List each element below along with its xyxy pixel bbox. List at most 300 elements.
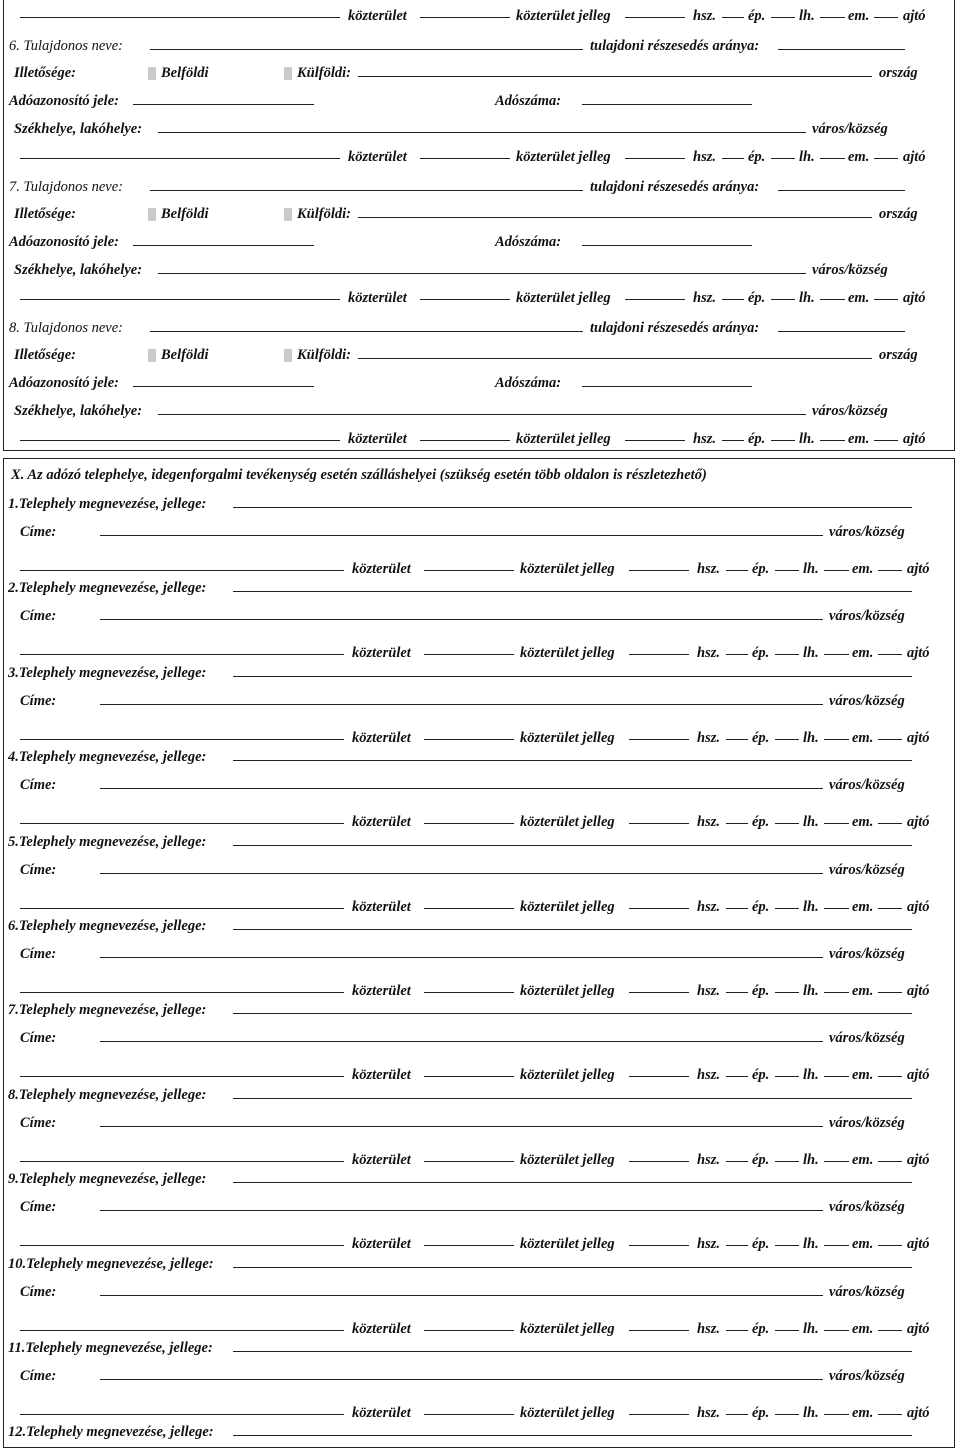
street-type-field[interactable]	[629, 654, 689, 655]
street-type-field[interactable]	[629, 570, 689, 571]
site-city-field[interactable]	[100, 619, 823, 620]
street-type-field[interactable]	[629, 1245, 689, 1246]
floor-field[interactable]	[878, 1076, 902, 1077]
label-ep: ép.	[752, 1151, 770, 1168]
label-lh: lh.	[803, 814, 819, 831]
floor-field[interactable]	[878, 570, 902, 571]
floor-field[interactable]	[874, 158, 898, 159]
stairway-field[interactable]	[820, 17, 845, 18]
house-number-field[interactable]	[726, 992, 748, 993]
street-field[interactable]	[424, 570, 514, 571]
label-ajto: ajtó	[907, 561, 930, 577]
label-kozterulet: közterület	[352, 1236, 411, 1253]
label-em: em.	[852, 1236, 874, 1253]
label-ep: ép.	[752, 898, 770, 915]
label-varos-kozseg: város/község	[812, 262, 888, 278]
city-field[interactable]	[158, 132, 806, 133]
building-field[interactable]	[775, 654, 799, 655]
house-number-field[interactable]	[726, 1330, 748, 1331]
label-lh: lh.	[803, 1151, 819, 1168]
site-name-label: 9.Telephely megnevezése, jellege:	[8, 1171, 207, 1188]
label-em: em.	[852, 1405, 874, 1421]
street-name-field[interactable]	[20, 1414, 344, 1415]
site-city-field[interactable]	[100, 873, 823, 874]
address-label: Címe:	[20, 1368, 57, 1384]
label-varos-kozseg: város/község	[829, 524, 905, 540]
street-type-field[interactable]	[629, 1161, 689, 1162]
label-orszag: ország	[879, 65, 918, 81]
label-kozterulet-jelleg: közterület jelleg	[520, 645, 615, 662]
site-name-label: 1.Telephely megnevezése, jellege:	[8, 496, 207, 512]
label-ajto: ajtó	[903, 149, 926, 165]
owner-name-field[interactable]	[150, 190, 583, 191]
label-hsz: hsz.	[693, 8, 716, 24]
label-ajto: ajtó	[903, 290, 926, 306]
label-em: em.	[852, 898, 874, 915]
house-number-field[interactable]	[726, 908, 748, 909]
residency-label: Illetősége:	[14, 65, 77, 81]
stairway-field[interactable]	[824, 1245, 849, 1246]
label-ep: ép.	[752, 1405, 770, 1421]
label-ep: ép.	[748, 431, 766, 447]
floor-field[interactable]	[878, 1414, 902, 1415]
building-field[interactable]	[771, 440, 795, 441]
stairway-field[interactable]	[824, 739, 849, 740]
residency-label: Illetősége:	[14, 347, 77, 363]
label-kozterulet-jelleg: közterület jelleg	[520, 561, 615, 577]
label-ep: ép.	[752, 1067, 770, 1084]
building-field[interactable]	[775, 570, 799, 571]
label-ajto: ajtó	[907, 898, 930, 915]
house-number-field[interactable]	[726, 1161, 748, 1162]
floor-field[interactable]	[874, 17, 898, 18]
label-kozterulet-jelleg: közterület jelleg	[520, 814, 615, 831]
label-lh: lh.	[799, 290, 815, 306]
site-city-field[interactable]	[100, 1210, 823, 1211]
building-field[interactable]	[775, 1330, 799, 1331]
site-name-field[interactable]	[233, 760, 912, 761]
street-type-field[interactable]	[629, 1414, 689, 1415]
checkbox-belfoldi[interactable]	[148, 208, 156, 221]
country-field[interactable]	[358, 76, 872, 77]
label-varos-kozseg: város/község	[829, 777, 905, 794]
label-hsz: hsz.	[697, 814, 720, 831]
building-field[interactable]	[771, 299, 795, 300]
label-kozterulet: közterület	[348, 8, 407, 24]
label-kozterulet: közterület	[352, 561, 411, 577]
site-city-field[interactable]	[100, 788, 823, 789]
street-type-field[interactable]	[625, 158, 685, 159]
label-varos-kozseg: város/község	[812, 121, 888, 137]
site-name-label: 2.Telephely megnevezése, jellege:	[8, 580, 207, 597]
label-lh: lh.	[803, 983, 819, 999]
street-field[interactable]	[424, 992, 514, 993]
street-field[interactable]	[424, 823, 514, 824]
building-field[interactable]	[775, 739, 799, 740]
stairway-field[interactable]	[824, 908, 849, 909]
site-name-field[interactable]	[233, 1351, 912, 1352]
checkbox-kulfoldi[interactable]	[284, 349, 292, 362]
label-kozterulet-jelleg: közterület jelleg	[516, 431, 611, 447]
country-field[interactable]	[358, 358, 872, 359]
street-field[interactable]	[420, 440, 510, 441]
label-ajto: ajtó	[907, 729, 930, 746]
street-type-field[interactable]	[629, 992, 689, 993]
street-field[interactable]	[420, 17, 510, 18]
label-kozterulet-jelleg: közterület jelleg	[520, 1067, 615, 1084]
label-hsz: hsz.	[697, 1320, 720, 1337]
street-type-field[interactable]	[629, 823, 689, 824]
label-kulfoldi: Külföldi:	[297, 65, 351, 81]
label-kozterulet: közterület	[348, 290, 407, 306]
street-name-field[interactable]	[20, 1161, 344, 1162]
floor-field[interactable]	[878, 1330, 902, 1331]
label-kozterulet-jelleg: közterület jelleg	[520, 1236, 615, 1253]
site-name-field[interactable]	[233, 507, 912, 508]
stairway-field[interactable]	[820, 299, 845, 300]
section-x-title: X. Az adózó telephelye, idegenforgalmi tevékenység esetén szálláshelyei (szükség esetén több oldalon is részletezhető)	[11, 467, 707, 483]
stairway-field[interactable]	[824, 823, 849, 824]
label-kozterulet: közterület	[348, 149, 407, 165]
country-field[interactable]	[358, 217, 872, 218]
label-kozterulet-jelleg: közterület jelleg	[520, 1151, 615, 1168]
site-name-field[interactable]	[233, 845, 912, 846]
label-hsz: hsz.	[697, 645, 720, 662]
ownership-share-field[interactable]	[778, 190, 905, 191]
label-ajto: ajtó	[903, 431, 926, 447]
label-ajto: ajtó	[907, 1151, 930, 1168]
label-varos-kozseg: város/község	[829, 1030, 905, 1047]
address-label: Címe:	[20, 608, 57, 625]
tax-number-label: Adószáma:	[495, 375, 562, 391]
label-hsz: hsz.	[697, 729, 720, 746]
label-ep: ép.	[752, 561, 770, 577]
label-ep: ép.	[752, 1320, 770, 1337]
street-field[interactable]	[420, 299, 510, 300]
street-name-field[interactable]	[20, 908, 344, 909]
site-city-field[interactable]	[100, 1041, 823, 1042]
house-number-field[interactable]	[726, 1414, 748, 1415]
street-name-field[interactable]	[20, 158, 340, 159]
ownership-share-label: tulajdoni részesedés aránya:	[590, 38, 760, 54]
label-kozterulet-jelleg: közterület jelleg	[520, 729, 615, 746]
site-name-label: 6.Telephely megnevezése, jellege:	[8, 918, 207, 934]
label-ep: ép.	[752, 814, 770, 831]
checkbox-kulfoldi[interactable]	[284, 67, 292, 80]
tax-id-field[interactable]	[133, 245, 314, 246]
owner-name-field[interactable]	[150, 49, 583, 50]
tax-number-label: Adószáma:	[495, 93, 562, 109]
site-city-field[interactable]	[100, 704, 823, 705]
stairway-field[interactable]	[824, 570, 849, 571]
label-lh: lh.	[799, 149, 815, 165]
checkbox-belfoldi[interactable]	[148, 349, 156, 362]
label-belfoldi: Belföldi	[161, 347, 209, 363]
label-kozterulet: közterület	[348, 431, 407, 447]
label-kozterulet: közterület	[352, 645, 411, 662]
site-name-label: 11.Telephely megnevezése, jellege:	[8, 1340, 213, 1356]
label-kozterulet-jelleg: közterület jelleg	[520, 983, 615, 999]
street-field[interactable]	[424, 1161, 514, 1162]
label-em: em.	[852, 814, 874, 831]
street-name-field[interactable]	[20, 299, 340, 300]
building-field[interactable]	[775, 1076, 799, 1077]
address-label: Címe:	[20, 861, 57, 878]
house-number-field[interactable]	[726, 823, 748, 824]
street-type-field[interactable]	[625, 440, 685, 441]
label-lh: lh.	[803, 729, 819, 746]
site-city-field[interactable]	[100, 1295, 823, 1296]
label-kozterulet-jelleg: közterület jelleg	[520, 1320, 615, 1337]
label-varos-kozseg: város/község	[829, 1114, 905, 1131]
street-field[interactable]	[420, 158, 510, 159]
tax-id-field[interactable]	[133, 104, 314, 105]
site-name-field[interactable]	[233, 1098, 912, 1099]
tax-id-label: Adóazonosító jele:	[9, 375, 119, 391]
site-name-label: 7.Telephely megnevezése, jellege:	[8, 1002, 207, 1019]
label-ajto: ajtó	[903, 8, 926, 24]
street-name-field[interactable]	[20, 739, 344, 740]
site-name-field[interactable]	[233, 929, 912, 930]
building-field[interactable]	[775, 1245, 799, 1246]
label-lh: lh.	[803, 898, 819, 915]
tax-number-field[interactable]	[582, 104, 752, 105]
ownership-share-label: tulajdoni részesedés aránya:	[590, 179, 760, 195]
label-lh: lh.	[803, 1320, 819, 1337]
label-orszag: ország	[879, 347, 918, 363]
stairway-field[interactable]	[820, 440, 845, 441]
label-em: em.	[852, 645, 874, 662]
label-hsz: hsz.	[697, 1151, 720, 1168]
address-label: Címe:	[20, 777, 57, 794]
house-number-field[interactable]	[722, 17, 744, 18]
house-number-field[interactable]	[722, 158, 744, 159]
floor-field[interactable]	[878, 908, 902, 909]
street-field[interactable]	[424, 1076, 514, 1077]
street-type-field[interactable]	[625, 17, 685, 18]
label-kozterulet-jelleg: közterület jelleg	[516, 290, 611, 306]
site-city-field[interactable]	[100, 1379, 823, 1380]
site-name-field[interactable]	[233, 1435, 912, 1436]
street-type-field[interactable]	[629, 1330, 689, 1331]
floor-field[interactable]	[874, 299, 898, 300]
label-hsz: hsz.	[697, 898, 720, 915]
label-em: em.	[848, 431, 870, 447]
address-label: Címe:	[20, 524, 57, 540]
site-city-field[interactable]	[100, 535, 823, 536]
checkbox-kulfoldi[interactable]	[284, 208, 292, 221]
ownership-share-label: tulajdoni részesedés aránya:	[590, 320, 760, 336]
label-kozterulet: közterület	[352, 898, 411, 915]
house-number-field[interactable]	[726, 1076, 748, 1077]
label-ep: ép.	[752, 983, 770, 999]
label-varos-kozseg: város/község	[829, 608, 905, 625]
label-ep: ép.	[752, 645, 770, 662]
street-name-field[interactable]	[20, 992, 344, 993]
stairway-field[interactable]	[824, 1414, 849, 1415]
label-em: em.	[848, 8, 870, 24]
label-varos-kozseg: város/község	[829, 692, 905, 709]
label-varos-kozseg: város/község	[829, 861, 905, 878]
label-kulfoldi: Külföldi:	[297, 347, 351, 363]
checkbox-belfoldi[interactable]	[148, 67, 156, 80]
label-ep: ép.	[748, 290, 766, 306]
stairway-field[interactable]	[824, 992, 849, 993]
house-number-field[interactable]	[726, 739, 748, 740]
stairway-field[interactable]	[820, 158, 845, 159]
address-label: Címe:	[20, 1283, 57, 1300]
label-ajto: ajtó	[907, 1320, 930, 1337]
site-city-field[interactable]	[100, 957, 823, 958]
site-name-label: 12.Telephely megnevezése, jellege:	[8, 1424, 214, 1441]
label-varos-kozseg: város/község	[829, 946, 905, 962]
street-name-field[interactable]	[20, 17, 340, 18]
address-label: Címe:	[20, 946, 57, 962]
tax-number-label: Adószáma:	[495, 234, 562, 250]
label-em: em.	[852, 561, 874, 577]
label-ajto: ajtó	[907, 814, 930, 831]
building-field[interactable]	[771, 17, 795, 18]
street-name-field[interactable]	[20, 1330, 344, 1331]
building-field[interactable]	[775, 908, 799, 909]
street-type-field[interactable]	[625, 299, 685, 300]
label-varos-kozseg: város/község	[829, 1283, 905, 1300]
label-ep: ép.	[748, 149, 766, 165]
label-ep: ép.	[748, 8, 766, 24]
street-type-field[interactable]	[629, 908, 689, 909]
floor-field[interactable]	[878, 992, 902, 993]
label-kozterulet: közterület	[352, 814, 411, 831]
house-number-field[interactable]	[722, 299, 744, 300]
owner-name-label: 6. Tulajdonos neve:	[9, 38, 123, 54]
stairway-field[interactable]	[824, 654, 849, 655]
street-name-field[interactable]	[20, 570, 344, 571]
tax-id-label: Adóazonosító jele:	[9, 93, 119, 109]
building-field[interactable]	[775, 1414, 799, 1415]
street-type-field[interactable]	[629, 1076, 689, 1077]
house-number-field[interactable]	[726, 1245, 748, 1246]
label-ajto: ajtó	[907, 1067, 930, 1084]
tax-number-field[interactable]	[582, 386, 752, 387]
label-hsz: hsz.	[697, 561, 720, 577]
floor-field[interactable]	[878, 1161, 902, 1162]
label-lh: lh.	[803, 645, 819, 662]
label-kozterulet-jelleg: közterület jelleg	[520, 1405, 615, 1421]
house-number-field[interactable]	[726, 654, 748, 655]
site-name-label: 8.Telephely megnevezése, jellege:	[8, 1086, 207, 1103]
label-hsz: hsz.	[693, 290, 716, 306]
building-field[interactable]	[771, 158, 795, 159]
address-label: Címe:	[20, 692, 57, 709]
city-field[interactable]	[158, 414, 806, 415]
owner-name-field[interactable]	[150, 331, 583, 332]
site-name-field[interactable]	[233, 676, 912, 677]
address-label: Címe:	[20, 1030, 57, 1047]
label-orszag: ország	[879, 206, 918, 222]
label-kozterulet: közterület	[352, 1320, 411, 1337]
floor-field[interactable]	[874, 440, 898, 441]
street-field[interactable]	[424, 739, 514, 740]
owners-box	[3, 0, 955, 451]
site-name-field[interactable]	[233, 1182, 912, 1183]
ownership-share-field[interactable]	[778, 49, 905, 50]
ownership-share-field[interactable]	[778, 331, 905, 332]
site-city-field[interactable]	[100, 1126, 823, 1127]
house-number-field[interactable]	[722, 440, 744, 441]
label-em: em.	[852, 729, 874, 746]
street-name-field[interactable]	[20, 440, 340, 441]
street-name-field[interactable]	[20, 1245, 344, 1246]
premises-box	[3, 458, 955, 1448]
site-name-field[interactable]	[233, 1013, 912, 1014]
label-kozterulet: közterület	[352, 729, 411, 746]
street-field[interactable]	[424, 654, 514, 655]
label-hsz: hsz.	[693, 149, 716, 165]
site-name-field[interactable]	[233, 1267, 912, 1268]
seat-label: Székhelye, lakóhelye:	[14, 121, 143, 137]
label-ep: ép.	[752, 729, 770, 746]
street-field[interactable]	[424, 1330, 514, 1331]
label-kulfoldi: Külföldi:	[297, 206, 351, 222]
label-em: em.	[852, 1151, 874, 1168]
floor-field[interactable]	[878, 739, 902, 740]
building-field[interactable]	[775, 992, 799, 993]
label-ajto: ajtó	[907, 1405, 930, 1421]
label-em: em.	[848, 290, 870, 306]
street-type-field[interactable]	[629, 739, 689, 740]
label-varos-kozseg: város/község	[829, 1199, 905, 1216]
seat-label: Székhelye, lakóhelye:	[14, 262, 143, 278]
label-kozterulet-jelleg: közterület jelleg	[516, 8, 611, 24]
label-kozterulet: közterület	[352, 1405, 411, 1421]
building-field[interactable]	[775, 823, 799, 824]
owner-name-label: 8. Tulajdonos neve:	[9, 320, 123, 336]
site-name-label: 10.Telephely megnevezése, jellege:	[8, 1255, 214, 1272]
stairway-field[interactable]	[824, 1076, 849, 1077]
building-field[interactable]	[775, 1161, 799, 1162]
street-name-field[interactable]	[20, 823, 344, 824]
label-lh: lh.	[803, 1067, 819, 1084]
label-kozterulet-jelleg: közterület jelleg	[516, 149, 611, 165]
label-ep: ép.	[752, 1236, 770, 1253]
site-name-field[interactable]	[233, 591, 912, 592]
house-number-field[interactable]	[726, 570, 748, 571]
label-em: em.	[852, 1067, 874, 1084]
site-name-label: 3.Telephely megnevezése, jellege:	[8, 664, 207, 681]
tax-number-field[interactable]	[582, 245, 752, 246]
label-hsz: hsz.	[693, 431, 716, 447]
street-name-field[interactable]	[20, 654, 344, 655]
tax-id-field[interactable]	[133, 386, 314, 387]
street-field[interactable]	[424, 1245, 514, 1246]
address-label: Címe:	[20, 1114, 57, 1131]
street-field[interactable]	[424, 1414, 514, 1415]
floor-field[interactable]	[878, 654, 902, 655]
floor-field[interactable]	[878, 1245, 902, 1246]
city-field[interactable]	[158, 273, 806, 274]
label-belfoldi: Belföldi	[161, 65, 209, 81]
street-field[interactable]	[424, 908, 514, 909]
label-em: em.	[852, 983, 874, 999]
street-name-field[interactable]	[20, 1076, 344, 1077]
floor-field[interactable]	[878, 823, 902, 824]
site-name-label: 5.Telephely megnevezése, jellege:	[8, 833, 207, 850]
label-belfoldi: Belföldi	[161, 206, 209, 222]
address-label: Címe:	[20, 1199, 57, 1216]
stairway-field[interactable]	[824, 1330, 849, 1331]
stairway-field[interactable]	[824, 1161, 849, 1162]
label-hsz: hsz.	[697, 983, 720, 999]
